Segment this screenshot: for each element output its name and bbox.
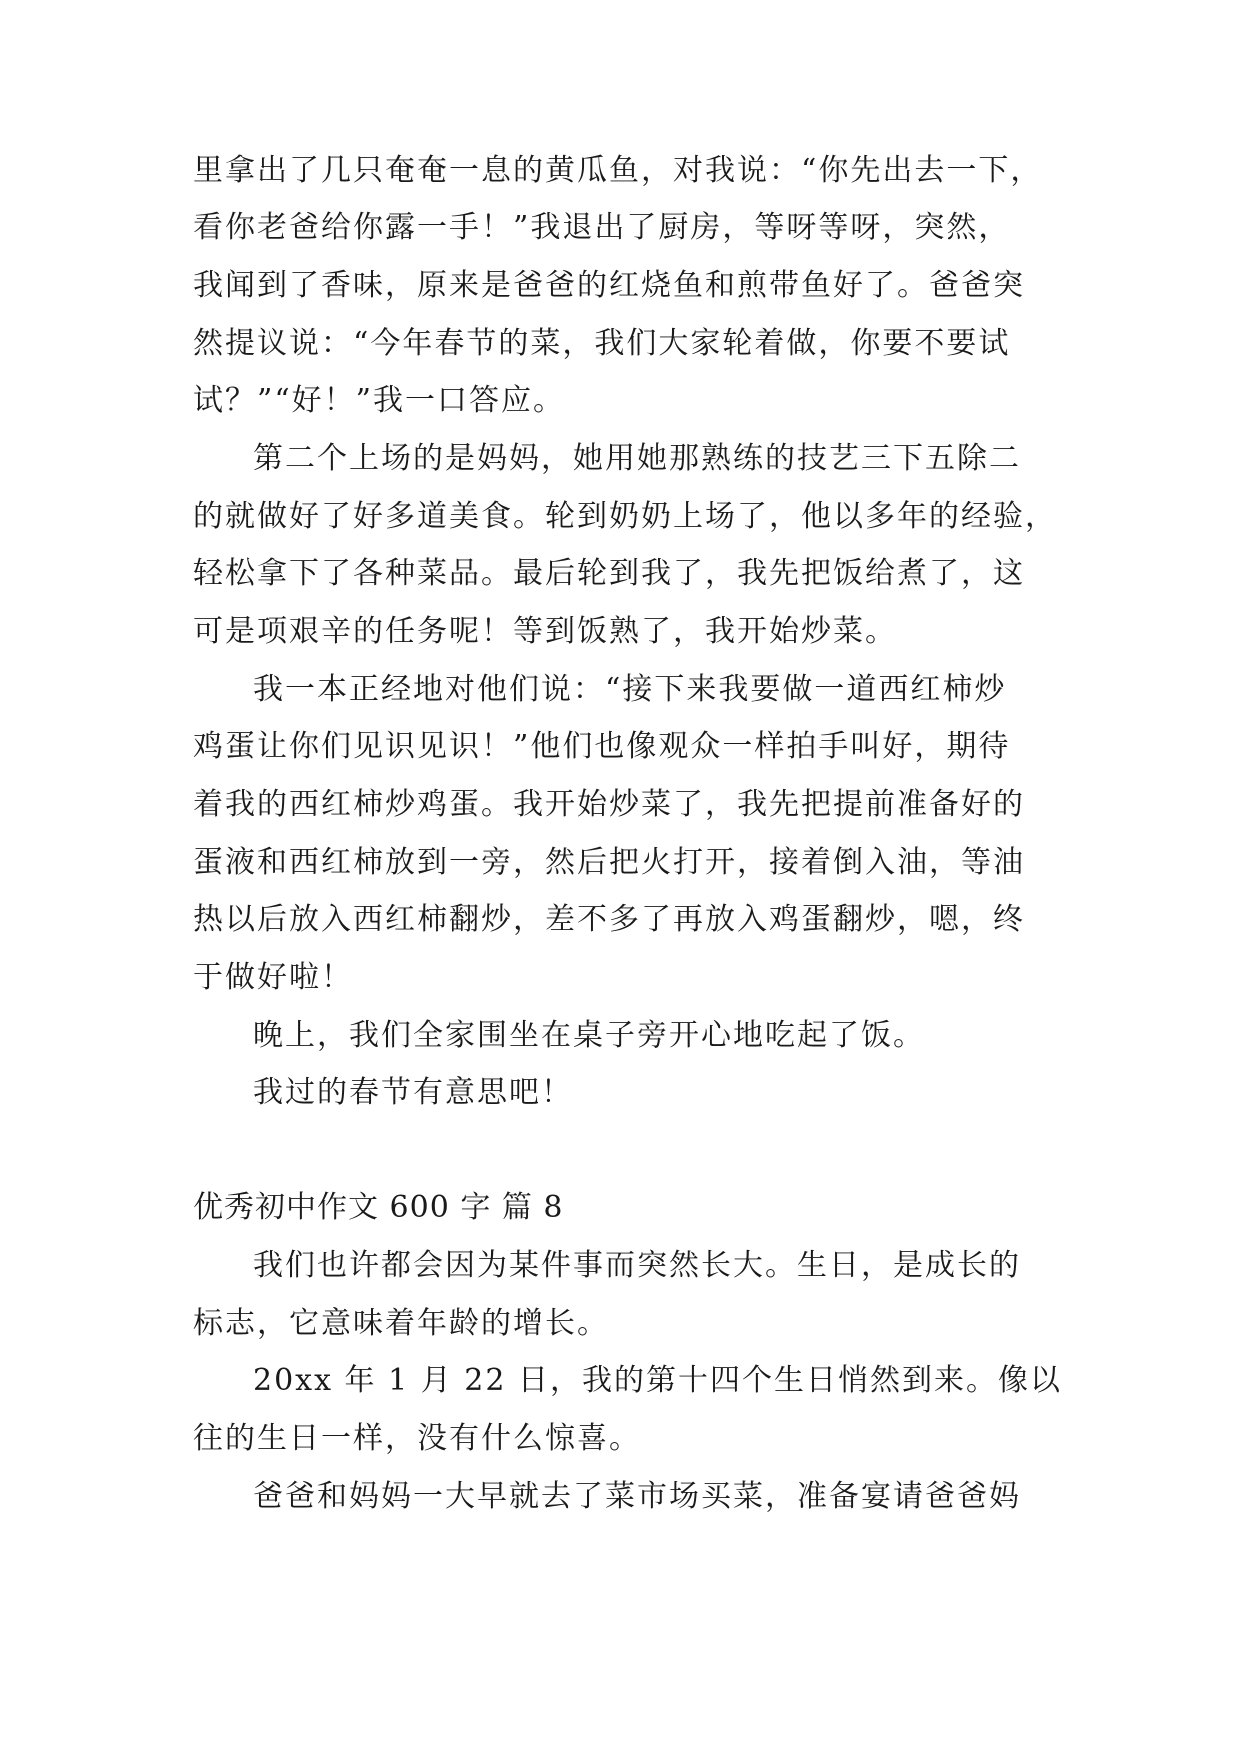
text-line: 标志，它意味着年龄的增长。 (193, 1306, 609, 1341)
text-line: 可是项艰辛的任务呢！等到饭熟了，我开始炒菜。 (193, 614, 897, 649)
text-line: 我闻到了香味，原来是爸爸的红烧鱼和煎带鱼好了。爸爸突 (193, 268, 1025, 303)
text-line: 第二个上场的是妈妈，她用她那熟练的技艺三下五除二 (253, 441, 1021, 476)
text-line: 于做好啦！ (193, 960, 353, 995)
text-line: 的就做好了好多道美食。轮到奶奶上场了，他以多年的经验， (193, 499, 1057, 534)
text-line: 轻松拿下了各种菜品。最后轮到我了，我先把饭给煮了，这 (193, 556, 1025, 591)
text-line: 试？”“好！”我一口答应。 (193, 383, 566, 418)
text-line: 热以后放入西红柿翻炒，差不多了再放入鸡蛋翻炒，嗯，终 (193, 902, 1025, 937)
text-line: 我一本正经地对他们说：“接下来我要做一道西红柿炒 (253, 672, 1007, 707)
text-line: 着我的西红柿炒鸡蛋。我开始炒菜了，我先把提前准备好的 (193, 787, 1025, 822)
text-line: 蛋液和西红柿放到一旁，然后把火打开，接着倒入油，等油 (193, 845, 1025, 880)
text-line: 晚上，我们全家围坐在桌子旁开心地吃起了饭。 (253, 1018, 925, 1053)
text-line: 然提议说：“今年春节的菜，我们大家轮着做，你要不要试 (193, 326, 1011, 361)
text-line: 我们也许都会因为某件事而突然长大。生日，是成长的 (253, 1248, 1021, 1283)
text-line: 20xx 年 1 月 22 日，我的第十四个生日悄然到来。像以 (253, 1363, 1062, 1398)
text-line: 爸爸和妈妈一大早就去了菜市场买菜，准备宴请爸爸妈 (253, 1479, 1021, 1514)
text-line: 往的生日一样，没有什么惊喜。 (193, 1421, 641, 1456)
section-heading: 优秀初中作文 600 字 篇 8 (193, 1190, 564, 1225)
text-line: 看你老爸给你露一手！”我退出了厨房，等呀等呀，突然， (193, 210, 1011, 245)
text-line: 里拿出了几只奄奄一息的黄瓜鱼，对我说：“你先出去一下， (193, 153, 1043, 188)
text-line: 鸡蛋让你们见识见识！”他们也像观众一样拍手叫好，期待 (193, 729, 1011, 764)
text-line: 我过的春节有意思吧！ (253, 1075, 573, 1110)
